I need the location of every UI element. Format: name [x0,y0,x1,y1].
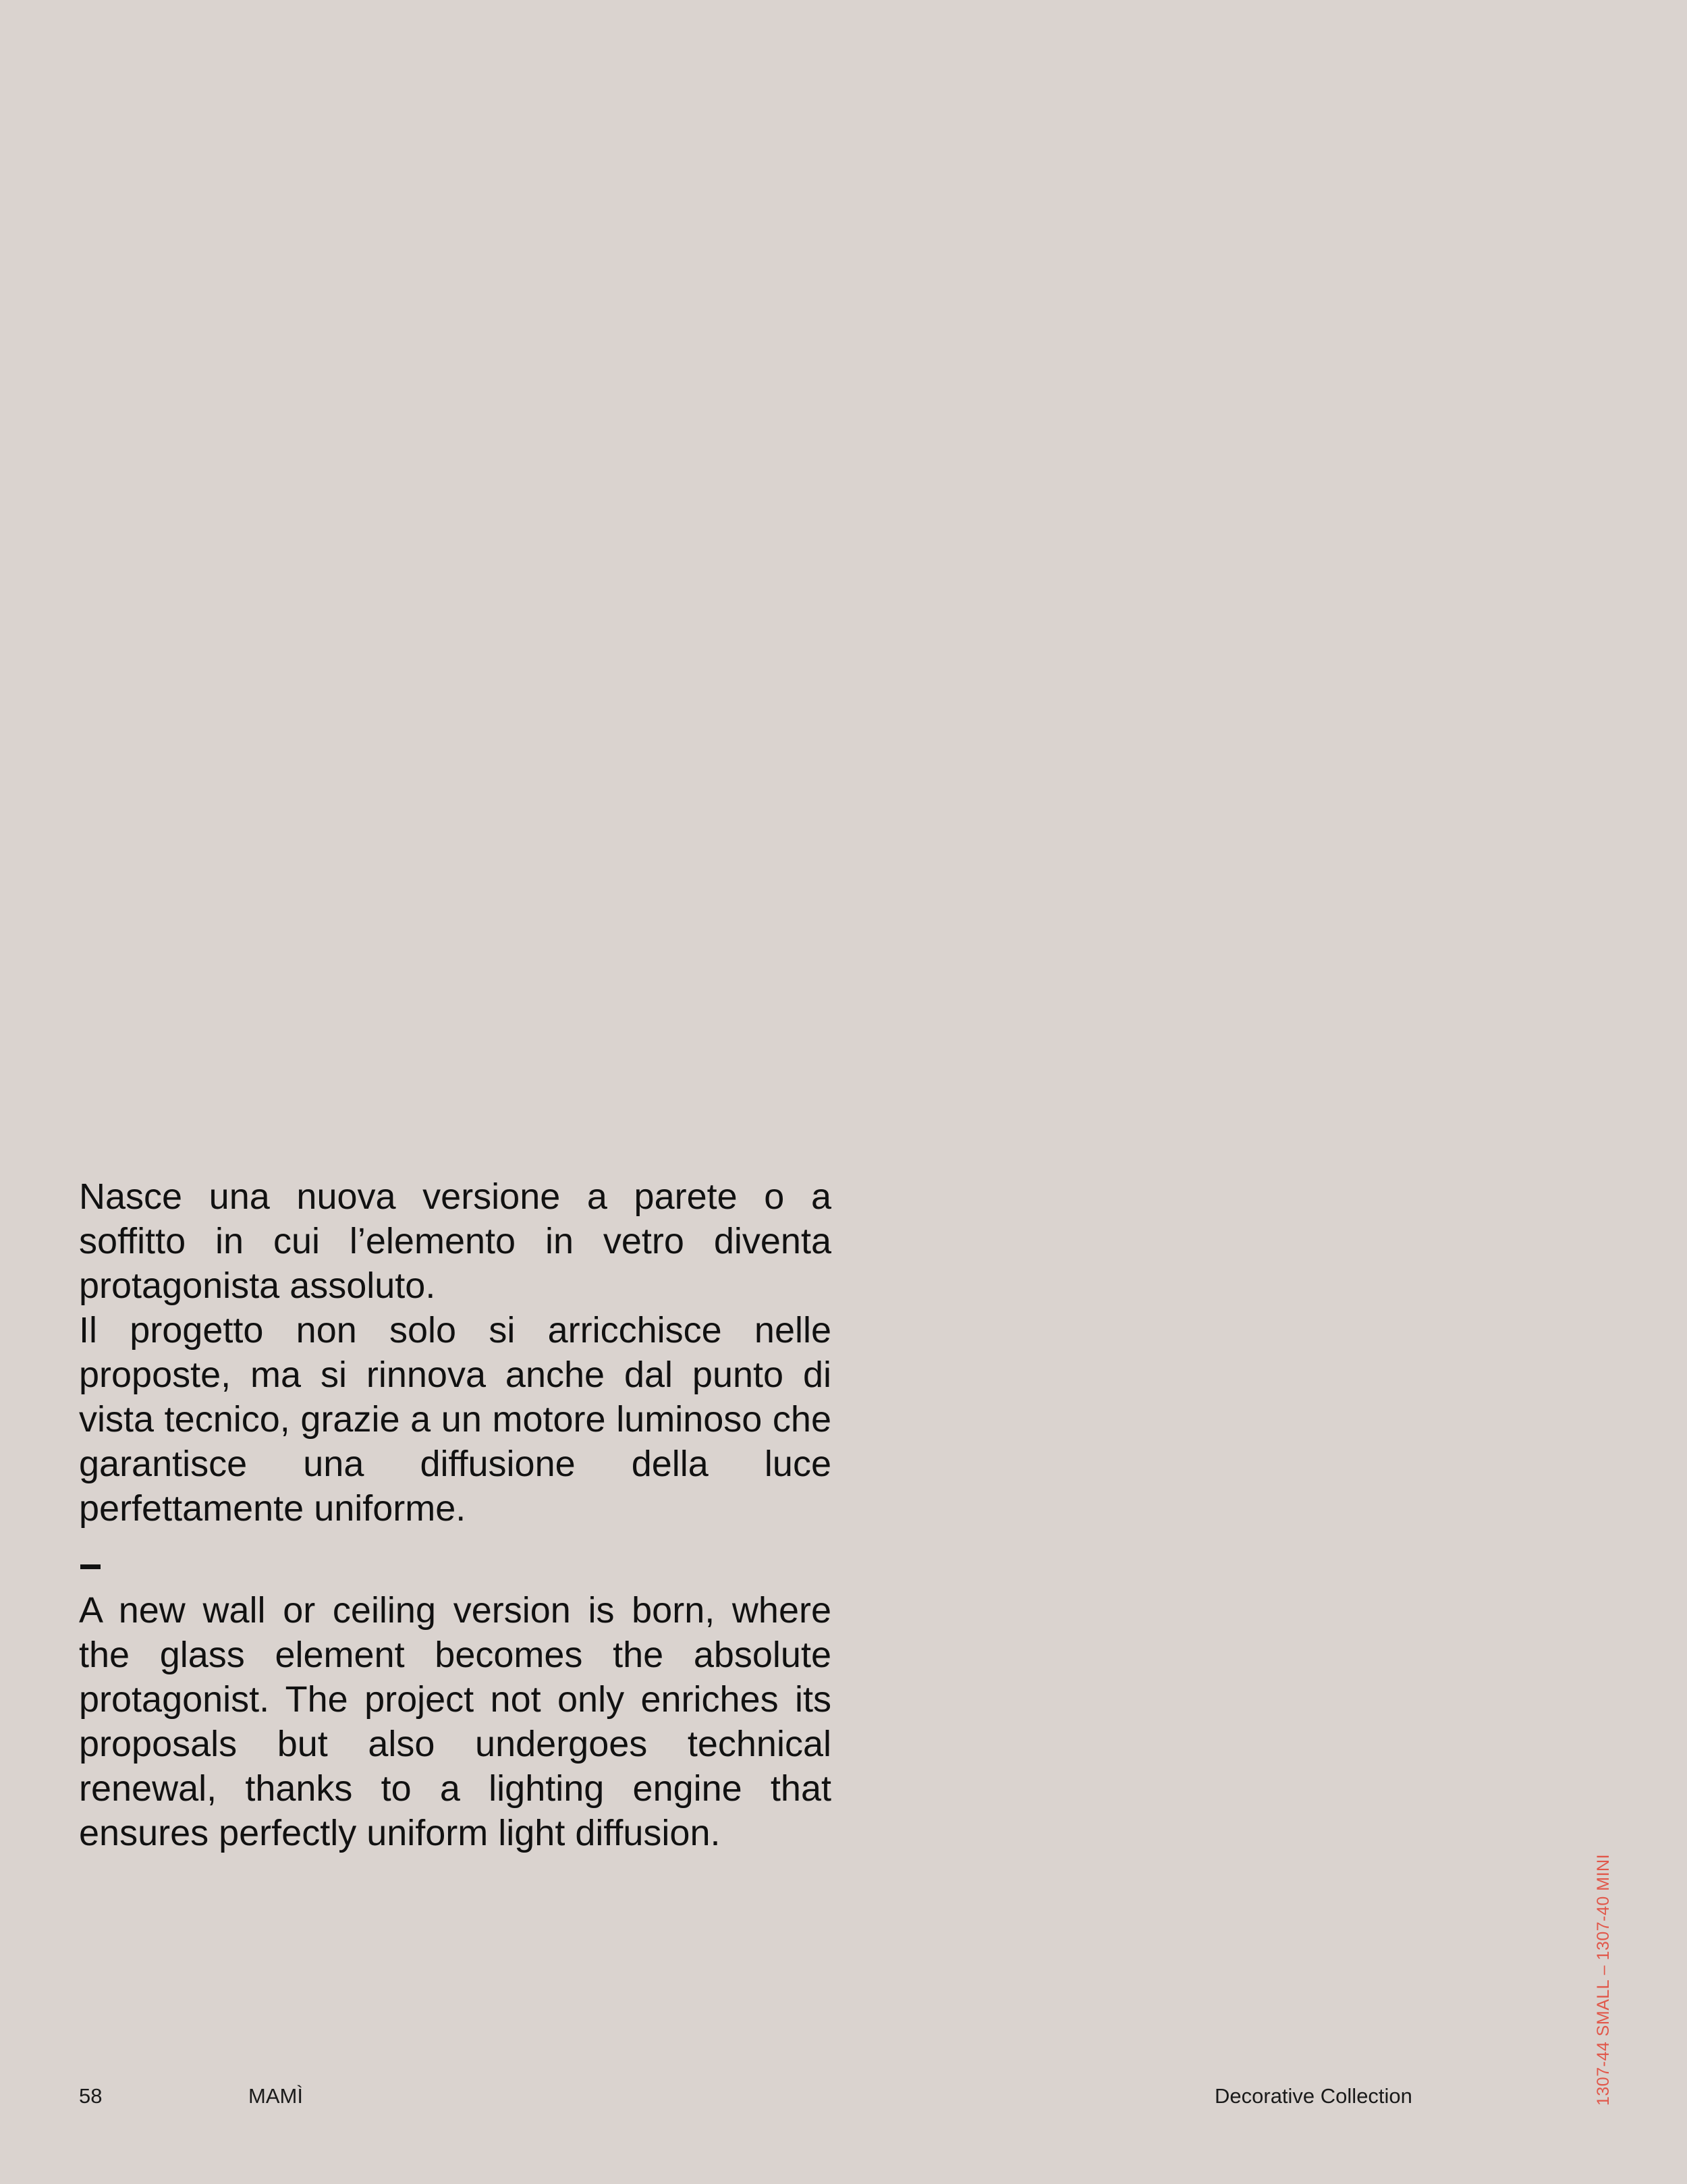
italian-paragraph-2: Il progetto non solo si arricchisce nelle proposte, ma si rinnova anche dal punto di vista tecnico, grazie a un motore luminoso che garantisce una diffusione della luce perfettamente uniforme. [79,1310,831,1529]
body-text-block [79,1174,831,1855]
language-separator-dash [80,1564,101,1569]
page-number: 58 [79,2084,103,2108]
collection-name: Decorative Collection [1215,2084,1412,2108]
product-code-label: 1307-44 SMALL – 1307-40 MINI [1594,1853,1613,2106]
english-paragraph: A new wall or ceiling version is born, where the glass element becomes the absolute protagonist. The project not only enriches its proposals but also undergoes technical renewal, thanks to a lighting engine that ensures perfectly uniform light diffusion. [79,1590,831,1853]
italian-paragraph-1: Nasce una nuova versione a parete o a soffitto in cui l’elemento in vetro diventa protagonista assoluto. [79,1176,831,1306]
brand-name: MAMÌ [248,2084,303,2108]
